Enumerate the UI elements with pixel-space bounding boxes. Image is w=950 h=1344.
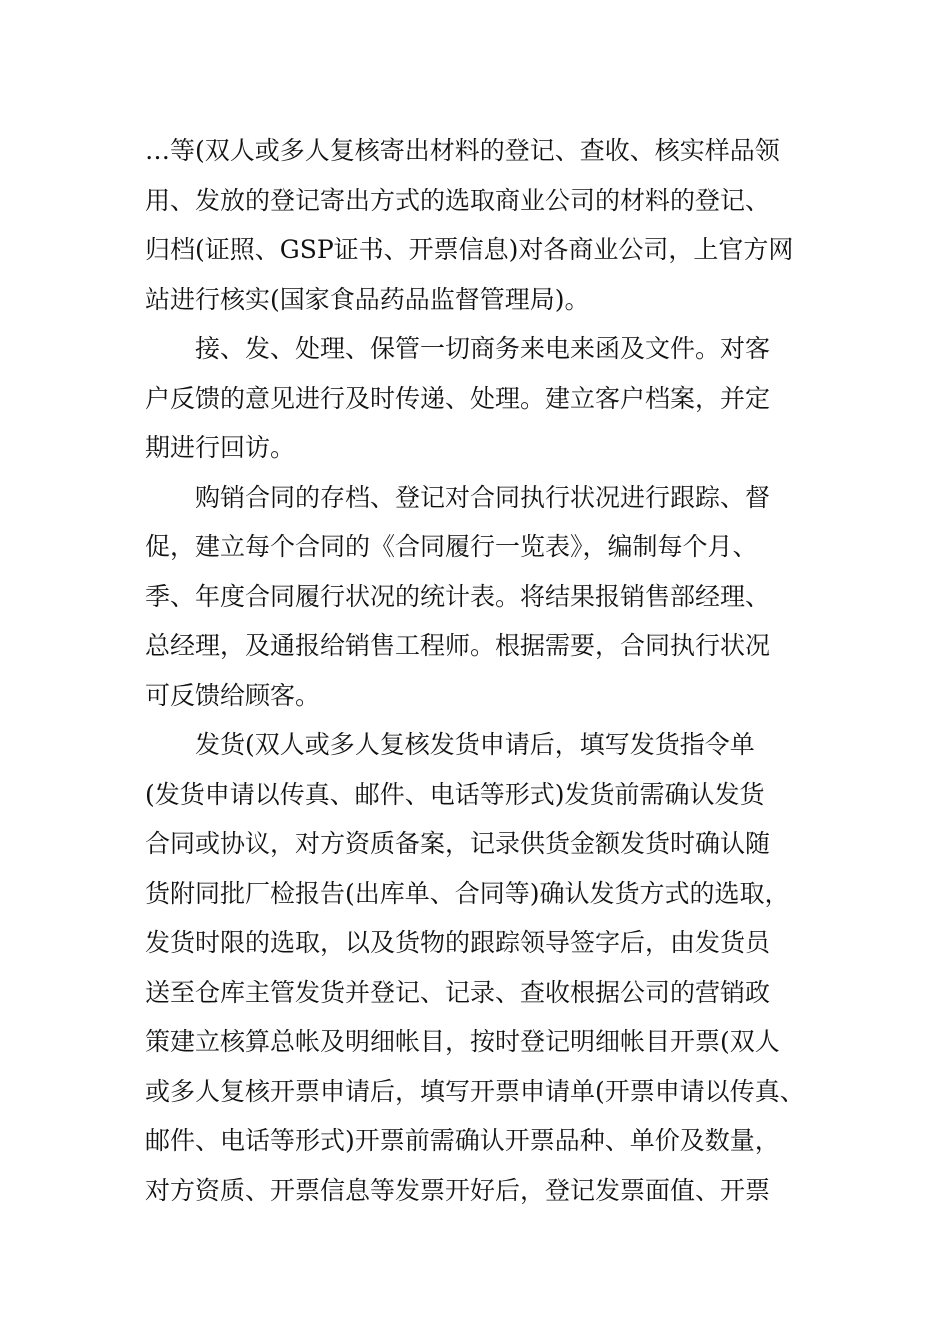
text-line: 归档(证照、GSP证书、开票信息)对各商业公司，上官方网 xyxy=(145,235,794,264)
paragraph-1 xyxy=(145,126,825,324)
text-line: 接、发、处理、保管一切商务来电来函及文件。对客 xyxy=(195,334,771,363)
text-line: 用、发放的登记寄出方式的选取商业公司的材料的登记、 xyxy=(145,185,771,215)
paragraph-2 xyxy=(145,324,825,473)
text-line: 货附同批厂检报告(出库单、合同等)确认发货方式的选取， xyxy=(145,878,790,908)
text-line: 对方资质、开票信息等发票开好后，登记发票面值、开票 xyxy=(145,1175,771,1205)
paragraph-3 xyxy=(145,473,825,721)
text-line: 策建立核算总帐及明细帐目，按时登记明细帐目开票(双人 xyxy=(145,1027,780,1056)
text-line: 户反馈的意见进行及时传递、处理。建立客户档案，并定 xyxy=(145,383,771,413)
text-line: …等(双人或多人复核寄出材料的登记、查收、核实样品领 xyxy=(145,136,780,165)
text-line: 合同或协议，对方资质备案，记录供货金额发货时确认随 xyxy=(145,829,771,858)
text-line: 送至仓库主管发货并登记、记录、查收根据公司的营销政 xyxy=(145,977,771,1007)
document-body xyxy=(145,126,825,1215)
text-line: 促，建立每个合同的《合同履行一览表》，编制每个月、 xyxy=(145,532,758,561)
text-line: 或多人复核开票申请后，填写开票申请单(开票申请以传真、 xyxy=(145,1076,805,1106)
text-line: 购销合同的存档、登记对合同执行状况进行跟踪、督 xyxy=(195,482,771,512)
text-line: 发货时限的选取，以及货物的跟踪领导签字后，由发货员 xyxy=(145,928,771,957)
text-line: 可反馈给顾客。 xyxy=(145,680,321,710)
text-line: (发货申请以传真、邮件、电话等形式)发货前需确认发货 xyxy=(145,779,765,809)
text-line: 站进行核实(国家食品药品监督管理局)。 xyxy=(145,284,590,314)
text-line: 邮件、电话等形式)开票前需确认开票品种、单价及数量， xyxy=(145,1126,780,1155)
text-line: 发货(双人或多人复核发货申请后，填写发货指令单 xyxy=(195,730,755,759)
text-line: 季、年度合同履行状况的统计表。将结果报销售部经理、 xyxy=(145,581,771,611)
paragraph-4 xyxy=(145,720,825,1215)
text-line: 总经理，及通报给销售工程师。根据需要，合同执行状况 xyxy=(145,631,771,660)
text-line: 期进行回访。 xyxy=(145,433,296,462)
